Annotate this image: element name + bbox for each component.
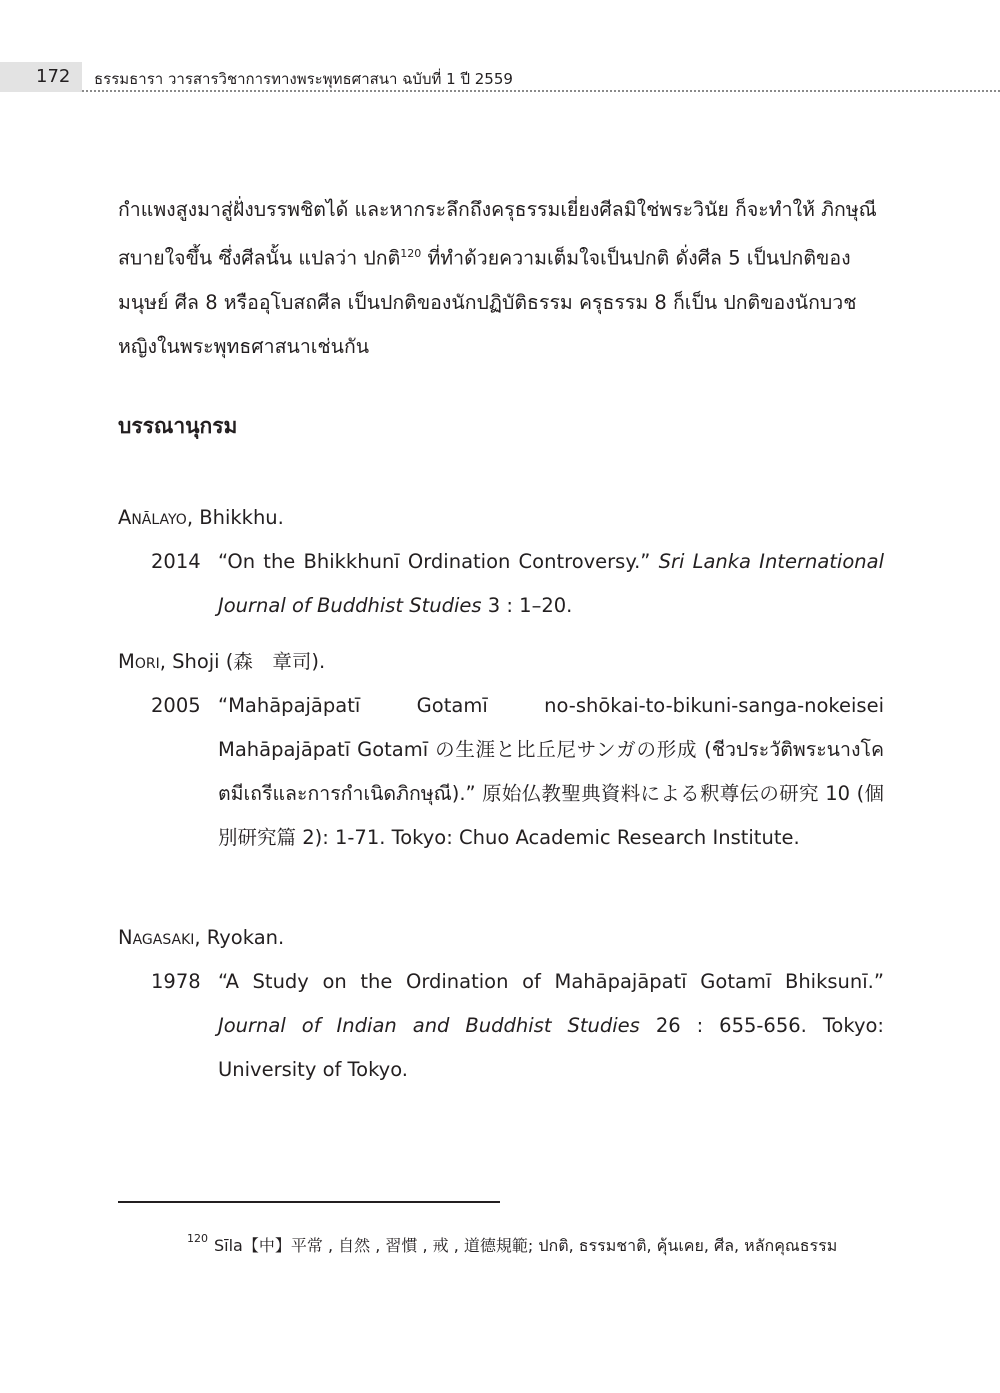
journal-title: Sri Lanka International Journal of Buddhist Studies — [218, 550, 884, 617]
author-given-name: , Bhikkhu. — [186, 506, 284, 529]
paragraph-text-part-1: กำแพงสูงมาสู่ฝั่งบรรพชิตได้ และหากระลึกถึงครุธรรมเยี่ยงศีลมิใช่พระวินัย ก็จะทำให้ ภิกษุณีสบายใจขึ้น ซึ่งศีลนั้น แปลว่า ปกติ — [118, 198, 877, 270]
page-number: 172 — [36, 66, 71, 87]
journal-title: Journal of Indian and Buddhist Studies — [218, 1014, 640, 1037]
article-title: “On the Bhikkhunī Ordination Controversy.” — [218, 550, 659, 573]
author-given-name: , Shoji (森 章司). — [159, 650, 326, 673]
citation-details: 26 : 655-656. Tokyo: University of Tokyo. — [218, 1014, 884, 1081]
author-surname: Mori — [118, 650, 160, 673]
bib-entry-mori — [118, 640, 884, 860]
bib-entry-nagasaki — [118, 916, 884, 1092]
bib-reference — [118, 960, 884, 1092]
bib-author — [118, 640, 884, 684]
author-given-name: , Ryokan. — [194, 926, 285, 949]
article-title: “A Study on the Ordination of Mahāpajāpatī Gotamī Bhiksunī.” — [218, 970, 884, 993]
bib-year: 1978 — [151, 970, 201, 993]
header-dotted-rule — [82, 90, 1000, 92]
paragraph-text-part-2: ที่ทำด้วยความเต็มใจเป็นปกติ ดั่งศีล 5 เป็นปกติของมนุษย์ ศีล 8 หรืออุโบสถศีล เป็นปกติของนักปฏิบัติธรรม ครุธรรม 8 ก็เป็น ปกติของนักบวชหญิงในพระพุทธศาสนาเช่นกัน — [118, 246, 857, 358]
citation-details: 3 : 1–20. — [481, 594, 573, 617]
footnote-reference: 120 — [400, 247, 422, 260]
bib-year: 2005 — [151, 694, 201, 717]
bib-citation: “Mahāpajāpatī Gotamī no-shōkai-to-bikuni-sanga-nokeisei Mahāpajāpatī Gotamī の生涯と比丘尼サンガの形成 (ชีวประวัติพระนางโคตมีเถรีและการกำเนิดภิกษุณี).” 原始仏教聖典資料による釈尊伝の研究 10 (個別研究篇 2): 1-71. Tokyo: Chuo Academic Research Institute. — [218, 694, 884, 849]
footnote-separator — [118, 1201, 500, 1203]
bib-entry-analayo — [118, 496, 884, 628]
bibliography-heading: บรรณานุกรม — [118, 414, 238, 438]
bib-reference — [118, 684, 884, 860]
footnote-number: 120 — [187, 1232, 208, 1245]
bib-year: 2014 — [151, 550, 201, 573]
bib-author — [118, 916, 884, 960]
footnote-text: Sīla【中】平常 , 自然 , 習慣 , 戒 , 道德規範; ปกติ, ธรรมชาติ, คุ้นเคย, ศีล, หลักคุณธรรม — [214, 1236, 838, 1255]
author-surname: Anālayo — [118, 506, 187, 529]
running-title: ธรรมธารา วารสารวิชาการทางพระพุทธศาสนา ฉบับที่ 1 ปี 2559 — [94, 70, 513, 88]
bib-author — [118, 496, 884, 540]
bib-reference — [118, 540, 884, 628]
body-paragraph — [118, 188, 888, 369]
footnote — [118, 1228, 886, 1264]
bib-citation — [218, 540, 884, 628]
author-surname: Nagasaki — [118, 926, 195, 949]
bib-citation — [218, 960, 884, 1092]
